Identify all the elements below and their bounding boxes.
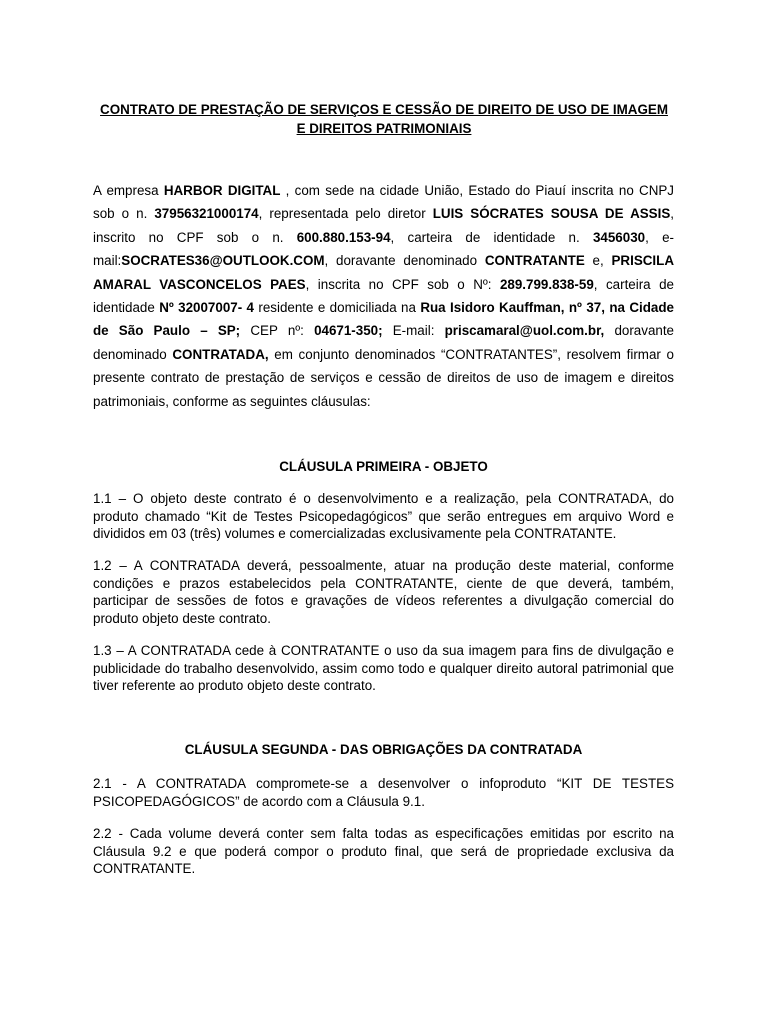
intro-text: , representada pelo diretor (258, 206, 433, 222)
clause-1-1-paragraph: 1.1 – O objeto deste contrato é o desenvolvimento e a realização, pela CONTRATADA, do produto chamado “Kit de Testes Psicopedagógicos” que serão entregues em arquivo Word e divididos em 03 (três) volumes e comercializadas exclusivamente pela CONTRATANTE. (93, 491, 674, 542)
intro-text: CEP nº: (240, 323, 315, 339)
intro-text: residente e domiciliada na (254, 300, 421, 316)
contracted-cpf: 289.799.838-59 (499, 276, 594, 292)
clause-2-1-paragraph: 2.1 - A CONTRATADA compromete-se a desenvolver o infoproduto “KIT DE TESTES PSICOPEDAGÓGICOS” de acordo com a Cláusula 9.1. (93, 776, 674, 809)
intro-text: , doravante denominado (324, 253, 485, 269)
director-rg: 3456030 (592, 229, 646, 245)
contracted-email: priscamaral@uol.com.br, (444, 323, 605, 339)
intro-text: , e-mail: (93, 229, 674, 269)
document-title: CONTRATO DE PRESTAÇÃO DE SERVIÇOS E CESSÃO DE DIREITO DE USO DE IMAGEM E DIREITOS PATRIMONIAIS (100, 102, 668, 136)
intro-text: em conjunto denominados “CONTRATANTES”, resolvem firmar o presente contrato de prestação de serviços e cessão de direitos de uso de imagem e direitos patrimoniais, conforme as seguintes cláusulas: (93, 346, 674, 409)
contracted-rg: Nº 32007007- 4 (159, 300, 254, 316)
clause-1-2-paragraph: 1.2 – A CONTRATADA deverá, pessoalmente, atuar na produção deste material, conforme condições e prazos estabelecidos pela CONTRATANTE, ciente de que deverá, também, participar de sessões de fotos e gravações de vídeos referentes a divulgação comercial do produto objeto deste contrato. (93, 558, 674, 626)
intro-text: e, (584, 253, 612, 269)
intro-text: , inscrito no CPF sob o n. (93, 206, 674, 245)
contracted-name: PRISCILA AMARAL VASCONCELOS PAES (93, 253, 674, 292)
clause-1-3-paragraph: 1.3 – A CONTRATADA cede à CONTRATANTE o uso da sua imagem para fins de divulgação e publicidade do trabalho desenvolvido, assim como todo e qualquer direito autoral patrimonial que tiver referente ao produto objeto deste contrato. (93, 643, 674, 694)
contracted-address: Rua Isidoro Kauffman, nº 37, na Cidade de São Paulo – SP; (93, 300, 674, 339)
intro-text: , carteira de identidade (93, 276, 674, 316)
intro-text: , com sede na cidade União, Estado do Piauí inscrita no CNPJ sob o n. (93, 183, 674, 222)
intro-text: , carteira de identidade n. (390, 229, 593, 245)
director-email: SOCRATES36@OUTLOOK.COM (121, 253, 325, 269)
intro-paragraph (93, 179, 674, 413)
intro-text: , inscrita no CPF sob o Nº: (305, 276, 500, 292)
clause-2-2-paragraph: 2.2 - Cada volume deverá conter sem falta todas as especificações emitidas por escrito na Cláusula 9.2 e que poderá compor o produto final, que será de propriedade exclusiva da CONTRATANTE. (93, 826, 674, 877)
contratante-label: CONTRATANTE (484, 253, 585, 269)
company-cnpj: 37956321000174 (154, 206, 259, 222)
director-cpf: 600.880.153-94 (296, 229, 391, 245)
contratada-label: CONTRATADA, (172, 346, 269, 362)
contracted-cep: 04671-350; (314, 323, 383, 339)
clause-1-heading: CLÁUSULA PRIMEIRA - OBJETO (279, 459, 488, 474)
intro-text: E-mail: (382, 323, 445, 339)
intro-text: A empresa (93, 183, 164, 198)
clause-2-heading: CLÁUSULA SEGUNDA - DAS OBRIGAÇÕES DA CONTRATADA (184, 742, 583, 757)
intro-text: doravante denominado (93, 323, 675, 362)
director-name: LUIS SÓCRATES SOUSA DE ASSIS (432, 206, 671, 222)
company-name: HARBOR DIGITAL (163, 183, 281, 198)
